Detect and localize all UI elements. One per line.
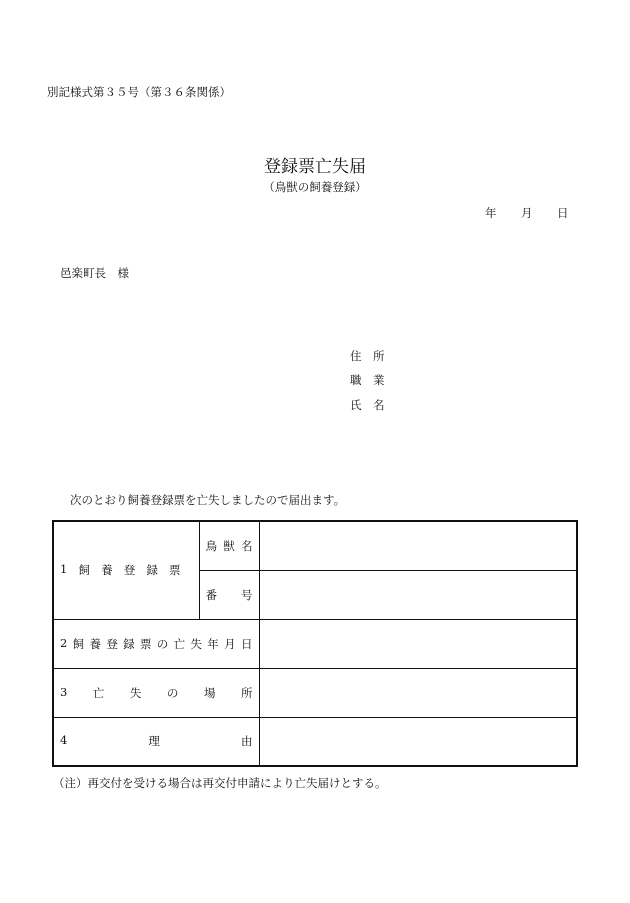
label-char: 登 (106, 636, 118, 651)
date-month-label: 月 (521, 206, 533, 220)
addressee: 邑楽町長 様 (60, 266, 129, 280)
loss-date-label (53, 619, 259, 668)
form-number: 別記様式第３５号（第３６条関係） (47, 85, 231, 99)
registration-card-label-text (60, 562, 193, 578)
label-char: 年 (207, 636, 219, 651)
table-row (53, 717, 577, 766)
number-value-cell[interactable] (259, 570, 577, 619)
label-char: 養 (89, 636, 101, 651)
table-row (53, 521, 577, 570)
applicant-address-label: 住 所 (350, 349, 385, 363)
label-char: 日 (240, 636, 253, 651)
label-char: 所 (240, 685, 253, 700)
label-char: 名 (241, 538, 253, 553)
bird-name-label-text (206, 538, 253, 554)
applicant-name-label: 氏 名 (350, 398, 385, 412)
label-char: 場 (203, 685, 216, 700)
date-day-label: 日 (557, 206, 569, 220)
label-char: の (166, 685, 179, 700)
label-char: 亡 (173, 636, 186, 651)
registration-card-label (53, 521, 199, 619)
reason-label-text (60, 733, 253, 749)
table-row (53, 668, 577, 717)
label-char: 飼 (72, 636, 85, 651)
label-char: 番 (205, 587, 217, 602)
label-char: 号 (241, 587, 253, 602)
label-char: 票 (168, 563, 181, 578)
loss-place-label-text (60, 685, 253, 701)
label-char: 4 (60, 733, 68, 748)
label-char: 飼 (78, 563, 90, 578)
date-year-label: 年 (485, 206, 497, 220)
label-char: 登 (123, 563, 136, 578)
label-char: 録 (123, 636, 135, 651)
label-char: 獣 (223, 538, 235, 553)
reason-label (53, 717, 259, 766)
reason-value-cell[interactable] (259, 717, 577, 766)
label-char: 鳥 (205, 538, 217, 553)
applicant-occupation-label: 職 業 (350, 373, 385, 387)
number-label (199, 570, 259, 619)
loss-place-label (53, 668, 259, 717)
label-char: の (156, 636, 169, 651)
form-table (52, 520, 578, 767)
number-label-text (206, 587, 253, 603)
label-char: 失 (129, 685, 142, 700)
label-char: 養 (101, 563, 113, 578)
loss-date-value-cell[interactable] (259, 619, 577, 668)
label-char: 票 (139, 636, 152, 651)
label-char: 失 (190, 636, 202, 651)
label-char: 1 (60, 562, 68, 577)
footnote: （注）再交付を受ける場合は再交付申請により亡失届けとする。 (53, 776, 387, 790)
label-char: 録 (146, 563, 158, 578)
table-row (53, 619, 577, 668)
statement-text: 次のとおり飼養登録票を亡失しましたので届出ます。 (70, 493, 346, 507)
label-char: 3 (60, 684, 68, 699)
label-char: 理 (148, 734, 160, 749)
bird-name-value-cell[interactable] (259, 521, 577, 570)
label-char: 月 (224, 636, 236, 651)
loss-date-label-text (60, 636, 253, 652)
loss-place-value-cell[interactable] (259, 668, 577, 717)
label-char: 2 (60, 635, 68, 650)
label-char: 由 (240, 734, 253, 749)
bird-name-label (199, 521, 259, 570)
page-title: 登録票亡失届 (264, 157, 366, 177)
page-subtitle: （鳥獣の飼養登録） (263, 180, 367, 194)
label-char: 亡 (92, 685, 105, 700)
